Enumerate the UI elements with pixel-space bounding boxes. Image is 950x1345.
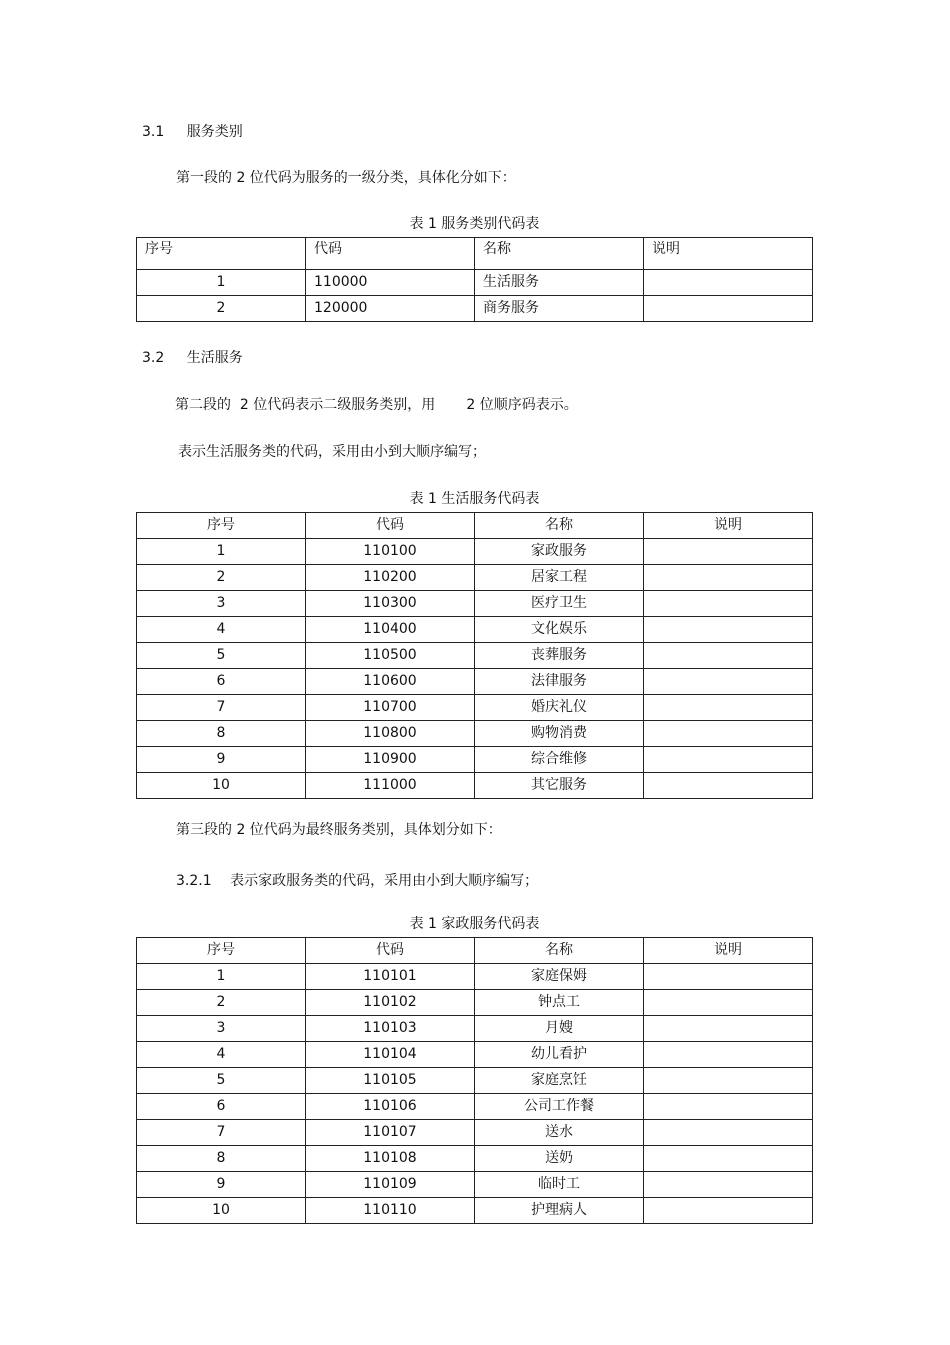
table-cell: 6 (137, 669, 306, 695)
table-cell: 医疗卫生 (475, 591, 644, 617)
table-row (137, 1120, 813, 1146)
table-cell: 公司工作餐 (475, 1094, 644, 1120)
table-cell: 110102 (306, 990, 475, 1016)
table-cell: 110104 (306, 1042, 475, 1068)
paragraph-2: 第二段的 2 位代码表示二级服务类别，用 2 位顺序码表示。 (175, 397, 578, 413)
table-cell (644, 669, 813, 695)
table-row (137, 591, 813, 617)
table-cell: 生活服务 (475, 270, 644, 296)
table-cell: 居家工程 (475, 565, 644, 591)
table-cell (644, 721, 813, 747)
table-cell (644, 1068, 813, 1094)
table-cell: 丧葬服务 (475, 643, 644, 669)
table-cell (644, 1198, 813, 1224)
table-row (137, 270, 813, 296)
table-cell: 110500 (306, 643, 475, 669)
table-cell: 其它服务 (475, 773, 644, 799)
table-row (137, 1016, 813, 1042)
table-cell: 2 (137, 296, 306, 322)
table-row (137, 643, 813, 669)
section-title: 服务类别 (186, 124, 243, 140)
header-cell: 名称 (475, 513, 644, 539)
table-cell: 1 (137, 539, 306, 565)
table-row (137, 669, 813, 695)
table-row (137, 990, 813, 1016)
table-cell: 110106 (306, 1094, 475, 1120)
table-cell: 10 (137, 1198, 306, 1224)
header-cell: 名称 (475, 938, 644, 964)
section-number: 3.1 (142, 124, 165, 140)
table-cell (644, 617, 813, 643)
table-cell: 110109 (306, 1172, 475, 1198)
table-cell: 8 (137, 1146, 306, 1172)
table-row (137, 1094, 813, 1120)
table-cell: 2 (137, 565, 306, 591)
table-cell (644, 1016, 813, 1042)
table-cell: 110400 (306, 617, 475, 643)
table-cell: 家庭保姆 (475, 964, 644, 990)
table-cell: 110100 (306, 539, 475, 565)
table-cell: 1 (137, 964, 306, 990)
header-cell: 序号 (137, 238, 306, 270)
table-cell (644, 1094, 813, 1120)
section-heading-3-2-1 (176, 870, 538, 890)
table-cell (644, 270, 813, 296)
table-cell: 家庭烹饪 (475, 1068, 644, 1094)
service-category-table (136, 237, 813, 322)
table-row (137, 1042, 813, 1068)
table-cell: 1 (137, 270, 306, 296)
table-cell (644, 747, 813, 773)
table-cell: 文化娱乐 (475, 617, 644, 643)
table-row (137, 721, 813, 747)
table-cell: 120000 (306, 296, 475, 322)
table-cell: 4 (137, 617, 306, 643)
table-cell: 3 (137, 591, 306, 617)
table-row (137, 565, 813, 591)
table-cell: 送水 (475, 1120, 644, 1146)
table-3-caption: 表 1 家政服务代码表 (409, 916, 540, 932)
table-row (137, 695, 813, 721)
table-cell: 110101 (306, 964, 475, 990)
table-2-caption: 表 1 生活服务代码表 (409, 491, 540, 507)
table-row (137, 1198, 813, 1224)
section-title: 生活服务 (186, 350, 243, 366)
table-cell: 5 (137, 643, 306, 669)
table-cell: 111000 (306, 773, 475, 799)
table-cell: 110700 (306, 695, 475, 721)
table-cell: 7 (137, 1120, 306, 1146)
paragraph-3: 表示生活服务类的代码，采用由小到大顺序编写； (178, 444, 486, 460)
table-cell: 5 (137, 1068, 306, 1094)
table-cell: 110800 (306, 721, 475, 747)
table-cell: 幼儿看护 (475, 1042, 644, 1068)
section-number: 3.2 (142, 350, 165, 366)
table-cell: 110107 (306, 1120, 475, 1146)
header-cell: 说明 (644, 513, 813, 539)
table-cell: 4 (137, 1042, 306, 1068)
paragraph-1: 第一段的 2 位代码为服务的一级分类，具体化分如下： (176, 170, 516, 186)
header-cell: 名称 (475, 238, 644, 270)
header-cell: 代码 (306, 513, 475, 539)
table-cell: 3 (137, 1016, 306, 1042)
table-cell (644, 773, 813, 799)
table-1-caption: 表 1 服务类别代码表 (409, 216, 540, 232)
table-row (137, 964, 813, 990)
table-cell: 8 (137, 721, 306, 747)
table-cell: 110110 (306, 1198, 475, 1224)
table-header-row (137, 938, 813, 964)
table-cell: 家政服务 (475, 539, 644, 565)
table-cell: 110900 (306, 747, 475, 773)
table-header-row (137, 513, 813, 539)
header-cell: 序号 (137, 938, 306, 964)
header-cell: 代码 (306, 238, 475, 270)
table-header-row (137, 238, 813, 270)
section-number: 3.2.1 (176, 873, 212, 889)
table-cell: 婚庆礼仪 (475, 695, 644, 721)
table-row (137, 1146, 813, 1172)
table-cell: 2 (137, 990, 306, 1016)
table-cell (644, 1042, 813, 1068)
table-cell: 护理病人 (475, 1198, 644, 1224)
table-cell: 110000 (306, 270, 475, 296)
table-cell: 临时工 (475, 1172, 644, 1198)
paragraph-4: 第三段的 2 位代码为最终服务类别，具体划分如下： (176, 822, 502, 838)
table-cell (644, 1120, 813, 1146)
table-row (137, 773, 813, 799)
table-cell: 110200 (306, 565, 475, 591)
table-row (137, 1172, 813, 1198)
table-cell (644, 296, 813, 322)
table-cell: 7 (137, 695, 306, 721)
table-cell: 110105 (306, 1068, 475, 1094)
table-cell (644, 539, 813, 565)
housekeeping-service-table (136, 937, 813, 1224)
table-cell (644, 591, 813, 617)
table-cell (644, 1146, 813, 1172)
table-cell: 10 (137, 773, 306, 799)
table-row (137, 296, 813, 322)
table-cell: 送奶 (475, 1146, 644, 1172)
table-cell (644, 695, 813, 721)
table-cell: 110103 (306, 1016, 475, 1042)
table-cell: 综合维修 (475, 747, 644, 773)
header-cell: 代码 (306, 938, 475, 964)
table-cell: 110600 (306, 669, 475, 695)
table-row (137, 539, 813, 565)
table-cell: 法律服务 (475, 669, 644, 695)
table-cell: 110108 (306, 1146, 475, 1172)
table-cell: 9 (137, 747, 306, 773)
header-cell: 序号 (137, 513, 306, 539)
table-cell: 6 (137, 1094, 306, 1120)
table-cell: 月嫂 (475, 1016, 644, 1042)
table-row (137, 1068, 813, 1094)
table-cell (644, 565, 813, 591)
life-service-table (136, 512, 813, 799)
header-cell: 说明 (644, 238, 813, 270)
table-cell (644, 990, 813, 1016)
header-cell: 说明 (644, 938, 813, 964)
table-cell: 购物消费 (475, 721, 644, 747)
table-cell: 商务服务 (475, 296, 644, 322)
table-row (137, 747, 813, 773)
section-heading-3-1 (142, 121, 243, 141)
section-heading-3-2 (142, 347, 243, 367)
table-cell: 钟点工 (475, 990, 644, 1016)
table-cell (644, 643, 813, 669)
table-row (137, 617, 813, 643)
table-cell (644, 1172, 813, 1198)
table-cell: 9 (137, 1172, 306, 1198)
section-title: 表示家政服务类的代码，采用由小到大顺序编写； (230, 873, 539, 889)
table-cell (644, 964, 813, 990)
table-cell: 110300 (306, 591, 475, 617)
